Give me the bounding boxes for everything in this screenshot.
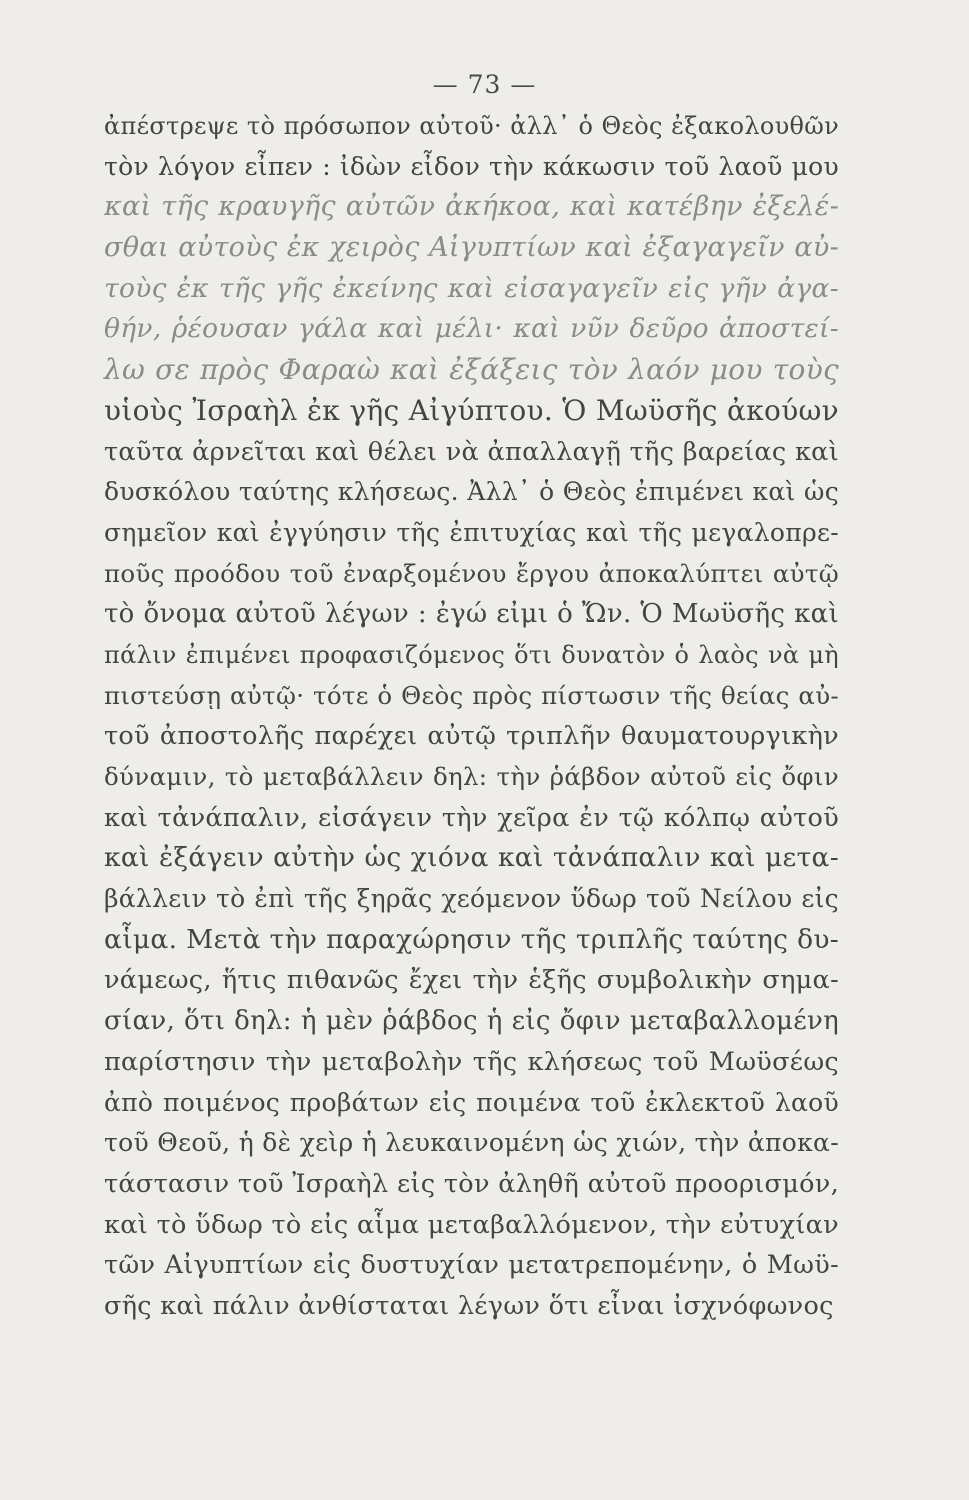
text-line: βάλλειν τὸ ἐπὶ τῆς ξηρᾶς χεόμενον ὕδωρ τοῦ Νείλου εἰς (104, 884, 839, 914)
text-line: τοῦ ἀποστολῆς παρέχει αὐτῷ τριπλῆν θαυματουργικὴν (104, 721, 839, 752)
text-line: υἱοὺς Ἰσραὴλ ἐκ γῆς Αἰγύπτου. Ὁ Μωϋσῆς ἀκούων (104, 393, 839, 427)
text-line: τῶν Αἰγυπτίων εἰς δυστυχίαν μετατρεπομένην, ὁ Μωϋ- (104, 1250, 839, 1281)
text-line: πάλιν ἐπιμένει προφασιζόμενος ὅτι δυνατὸν ὁ λαὸς νὰ μὴ (104, 640, 839, 669)
text-line: πιστεύσῃ αὐτῷ· τότε ὁ Θεὸς πρὸς πίστωσιν τῆς θείας αὐ- (104, 680, 839, 710)
text-line: δύναμιν, τὸ μεταβάλλειν δηλ: τὴν ῥάβδον αὐτοῦ εἰς ὄφιν (104, 762, 839, 791)
text-line: τοὺς ἐκ τῆς γῆς ἐκείνης καὶ εἰσαγαγεῖν εἰς γῆν ἀγα- (104, 272, 839, 304)
text-line: καὶ τὸ ὕδωρ τὸ εἰς αἷμα μεταβαλλόμενον, τὴν εὐτυχίαν (104, 1209, 839, 1240)
text-line: νάμεως, ἥτις πιθανῶς ἔχει τὴν ἑξῆς συμβολικὴν σημα- (104, 965, 839, 996)
text-line: ἀπέστρεψε τὸ πρόσωπον αὐτοῦ· ἀλλ᾽ ὁ Θεὸς ἐξακολουθῶν (104, 112, 839, 140)
text-line: καὶ τἀνάπαλιν, εἰσάγειν τὴν χεῖρα ἐν τῷ κόλπῳ αὐτοῦ (104, 802, 839, 833)
text-line: σημεῖον καὶ ἐγγύησιν τῆς ἐπιτυχίας καὶ τῆς μεγαλοπρε- (104, 517, 839, 547)
text-line: σίαν, ὅτι δηλ: ἡ μὲν ῥάβδος ἡ εἰς ὄφιν μεταβαλλομένη (104, 1006, 839, 1037)
text-line: ποῦς προόδου τοῦ ἐναρξομένου ἔργου ἀποκαλύπτει αὐτῷ (104, 558, 839, 588)
body-text (104, 106, 839, 1327)
text-line: καὶ ἐξάγειν αὐτὴν ὡς χιόνα καὶ τἀνάπαλιν καὶ μετα- (104, 842, 839, 874)
text-line: τὸ ὄνομα αὐτοῦ λέγων : ἐγώ εἰμι ὁ Ὤν. Ὁ Μωϋσῆς καὶ (104, 599, 839, 630)
text-line: θήν, ῥέουσαν γάλα καὶ μέλι· καὶ νῦν δεῦρο ἀποστεί- (104, 313, 839, 345)
text-line: σθαι αὐτοὺς ἐκ χειρὸς Αἰγυπτίων καὶ ἐξαγαγεῖν αὐ- (104, 232, 839, 264)
text-line: παρίστησιν τὴν μεταβολὴν τῆς κλήσεως τοῦ Μωϋσέως (104, 1046, 839, 1077)
text-line: τὸν λόγον εἶπεν : ἰδὼν εἶδον τὴν κάκωσιν τοῦ λαοῦ μου (104, 151, 839, 181)
text-line: τοῦ Θεοῦ, ἡ δὲ χεὶρ ἡ λευκαινομένη ὡς χιών, τὴν ἀποκα- (104, 1128, 839, 1158)
text-line: καὶ τῆς κραυγῆς αὐτῶν ἀκήκοα, καὶ κατέβην ἐξελέ- (104, 191, 839, 223)
page-number: — 73 — (432, 70, 537, 99)
text-line: ἀπὸ ποιμένος προβάτων εἰς ποιμένα τοῦ ἐκλεκτοῦ λαοῦ (104, 1087, 839, 1117)
text-line: σῆς καὶ πάλιν ἀνθίσταται λέγων ὅτι εἶναι ἰσχνόφωνος (104, 1290, 834, 1321)
text-line: δυσκόλου ταύτης κλήσεως. Ἀλλ᾽ ὁ Θεὸς ἐπιμένει καὶ ὡς (104, 477, 839, 507)
text-line: αἷμα. Μετὰ τὴν παραχώρησιν τῆς τριπλῆς ταύτης δυ- (104, 923, 839, 955)
text-line: λω σε πρὸς Φαραὼ καὶ ἐξάξεις τὸν λαόν μου τοὺς (104, 353, 839, 387)
text-line: τάστασιν τοῦ Ἰσραὴλ εἰς τὸν ἀληθῆ αὐτοῦ προορισμόν, (104, 1168, 839, 1199)
text-line: ταῦτα ἀρνεῖται καὶ θέλει νὰ ἀπαλλαγῇ τῆς βαρείας καὶ (104, 436, 839, 467)
